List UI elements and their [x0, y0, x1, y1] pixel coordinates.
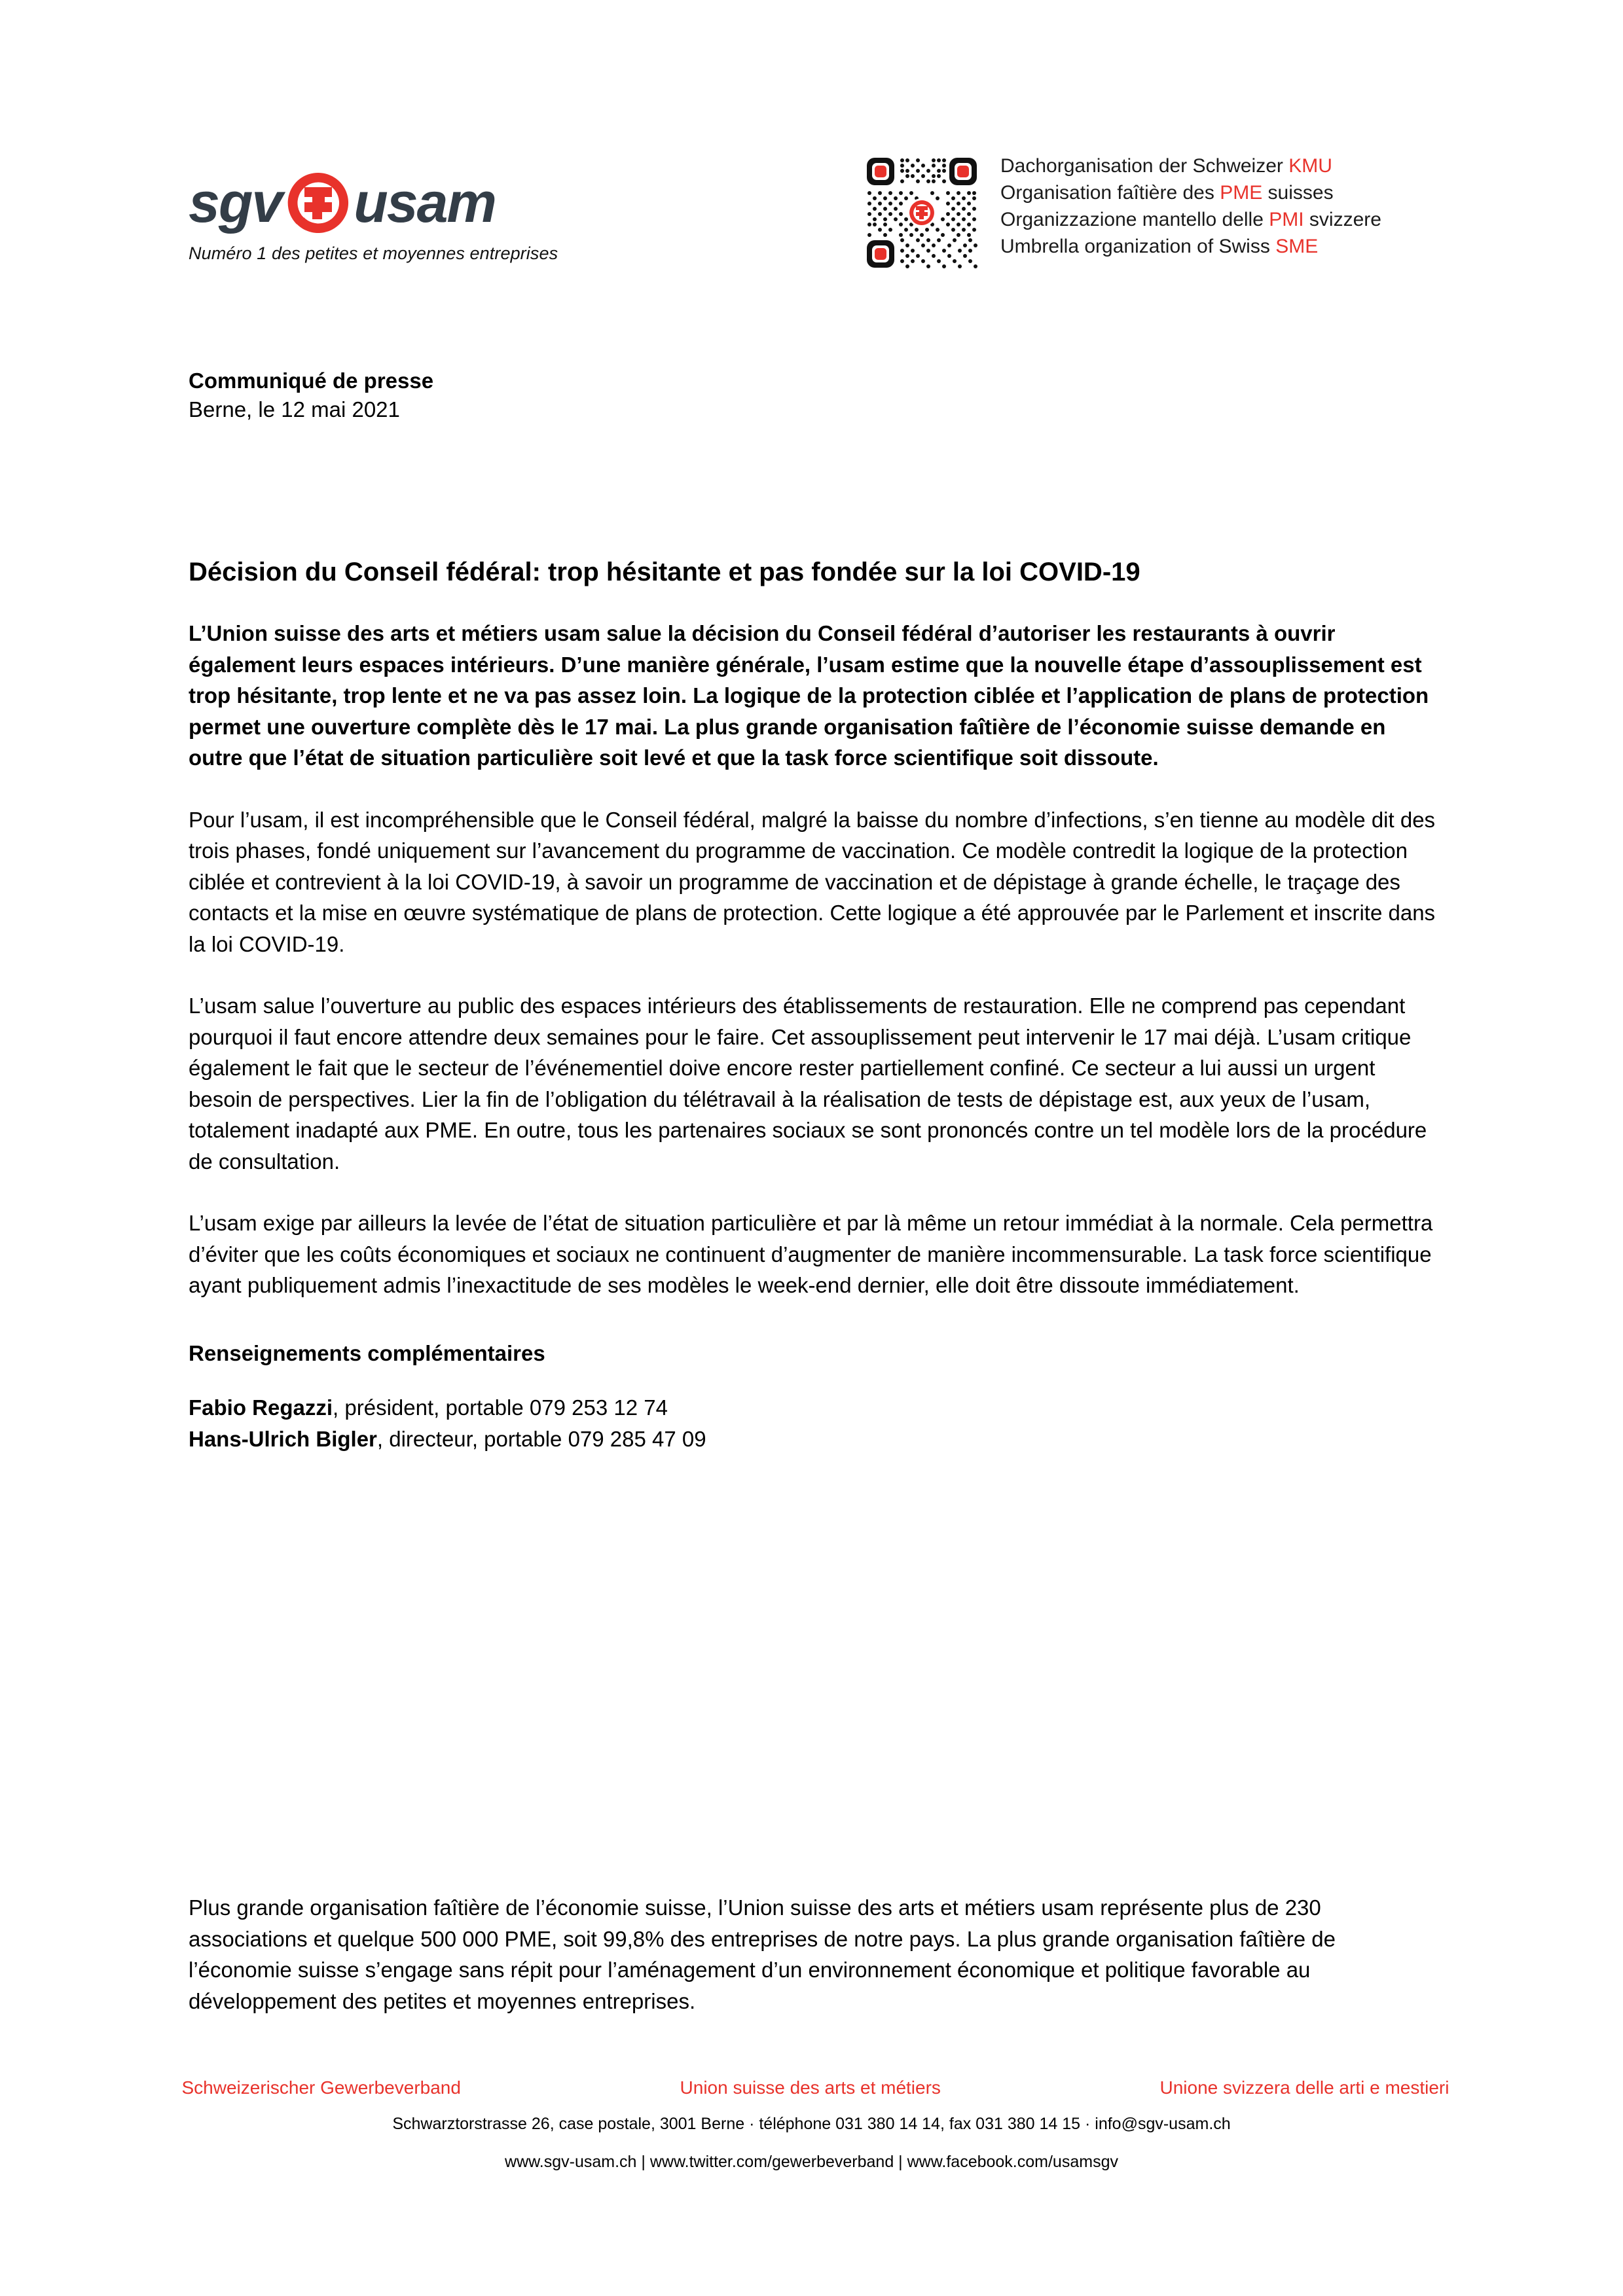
footer-org-it: Unione svizzera delle arti e mestieri	[1159, 2077, 1450, 2098]
contact-details: , président, portable 079 253 12 74	[333, 1395, 668, 1420]
footer-organization-names	[170, 2076, 1453, 2100]
footer-org-de: Schweizerischer Gewerbeverband	[181, 2077, 461, 2098]
document-date: Berne, le 12 mai 2021	[189, 397, 400, 422]
usam-swiss-cross-circle-icon	[284, 169, 352, 237]
logo-text-usam: usam	[354, 171, 496, 234]
body-paragraph-2: L’usam salue l’ouverture au public des espaces intérieurs des établissements de restauration. Elle ne comprend pas cependant pourquoi il faut encore attendre deux semaines pour le faire. Cet assouplissement peut intervenir le 17 mai déjà. L’usam critique également le fait que le secteur de l’événementiel doive encore rester partiellement confiné. Ce secteur a lui aussi un urgent besoin de perspectives. Lier la fin de l’obligation du télétravail à la réalisation de tests de dépistage est, aux yeux de l’usam, totalement inadapté aux PME. En outre, tous les partenaires sociaux se sont prononcés contre un tel modèle lors de la procédure de consultation.	[189, 994, 1427, 1174]
language-line-it-highlight: PMI	[1269, 209, 1304, 230]
contact-item	[189, 1424, 1440, 1455]
contact-name: Hans-Ulrich Bigler	[189, 1426, 377, 1451]
body-paragraph-3: L’usam exige par ailleurs la levée de l’état de situation particulière et par là même un retour immédiat à la normale. Cela permettra d’éviter que les coûts économiques et sociaux ne continuent d’augmenter de manière incommensurable. La task force scientifique ayant publiquement admis l’inexactitude de ses modèles le week-end dernier, elle doit être dissoute immédiatement.	[189, 1211, 1433, 1297]
language-line-fr-highlight: PME	[1220, 182, 1263, 204]
footer-address-line: Schwarztorstrasse 26, case postale, 3001 Berne · téléphone 031 380 14 14, fax 031 380 14 15 · info@sgv-usam.ch	[392, 2115, 1231, 2133]
lead-paragraph: L’Union suisse des arts et métiers usam salue la décision du Conseil fédéral d’autoriser les restaurants à ouvrir également leurs espaces intérieurs. D’une manière générale, l’usam estime que la nouvelle étape d’assouplissement est trop hésitante, trop lente et ne va pas assez loin. La logique de la protection ciblée et l’application de plans de protection permet une ouverture complète dès le 17 mai. La plus grande organisation faîtière de l’économie suisse demande en outre que l’état de situation particulière soit levé et que la task force scientifique soit dissoute.	[189, 621, 1429, 770]
contact-details: , directeur, portable 079 285 47 09	[376, 1426, 706, 1451]
contacts-heading: Renseignements complémentaires	[189, 1340, 545, 1365]
page-title: Décision du Conseil fédéral: trop hésitante et pas fondée sur la loi COVID-19	[189, 558, 1140, 586]
body-paragraph-1: Pour l’usam, il est incompréhensible que le Conseil fédéral, malgré la baisse du nombre d’infections, s’en tienne au modèle dit des trois phases, fondé uniquement sur l’avancement du programme de vaccination. Ce modèle contredit la logique de la protection ciblée et contrevient à la loi COVID-19, à savoir un programme de vaccination et de dépistage à grande échelle, le traçage des contacts et la mise en œuvre systématique de plans de protection. Cette logique a été approuvée par le Parlement et inscrite dans la loi COVID-19.	[189, 807, 1436, 956]
language-line-en-highlight: SME	[1275, 236, 1319, 257]
language-line-fr-prefix: Organisation faîtière des	[1000, 182, 1220, 204]
logo-text-sgv: sgv	[189, 171, 282, 234]
footer-org-fr: Union suisse des arts et métiers	[680, 2077, 941, 2098]
document-kicker: Communiqué de presse	[189, 368, 434, 393]
qr-code-icon[interactable]	[863, 154, 981, 272]
page-header	[0, 134, 1623, 285]
contact-name: Fabio Regazzi	[189, 1395, 333, 1420]
language-line-fr-suffix: suisses	[1262, 182, 1334, 204]
footer-links-line[interactable]: www.sgv-usam.ch | www.twitter.com/gewerbeverband | www.facebook.com/usamsgv	[505, 2153, 1118, 2171]
contact-item	[189, 1392, 1440, 1424]
boilerplate-paragraph: Plus grande organisation faîtière de l’économie suisse, l’Union suisse des arts et métiers usam représente plus de 230 associations et quelque 500 000 PME, soit 99,8% des entreprises de notre pays. La plus grande organisation faîtière de l’économie suisse s’engage sans répit pour l’aménagement d’un environnement économique et politique favorable au développement des petites et moyennes entreprises.	[189, 1895, 1336, 2013]
page-footer	[0, 2076, 1623, 2176]
organization-languages	[1000, 152, 1590, 260]
logo-tagline: Numéro 1 des petites et moyennes entreprises	[189, 243, 558, 263]
contacts-list	[189, 1392, 1440, 1454]
language-line-de-prefix: Dachorganisation der Schweizer	[1000, 155, 1289, 177]
language-line-en-prefix: Umbrella organization of Swiss	[1000, 236, 1276, 257]
language-line-de-highlight: KMU	[1288, 155, 1332, 177]
language-line-en	[1000, 233, 1590, 260]
logo-wordmark	[189, 170, 608, 236]
document-body	[189, 367, 1440, 1454]
language-line-it	[1000, 206, 1590, 233]
language-line-de	[1000, 152, 1590, 179]
language-line-it-prefix: Organizzazione mantello delle	[1000, 209, 1269, 230]
language-line-it-suffix: svizzere	[1304, 209, 1381, 230]
language-line-fr	[1000, 179, 1590, 206]
sgv-usam-logo	[189, 170, 608, 264]
